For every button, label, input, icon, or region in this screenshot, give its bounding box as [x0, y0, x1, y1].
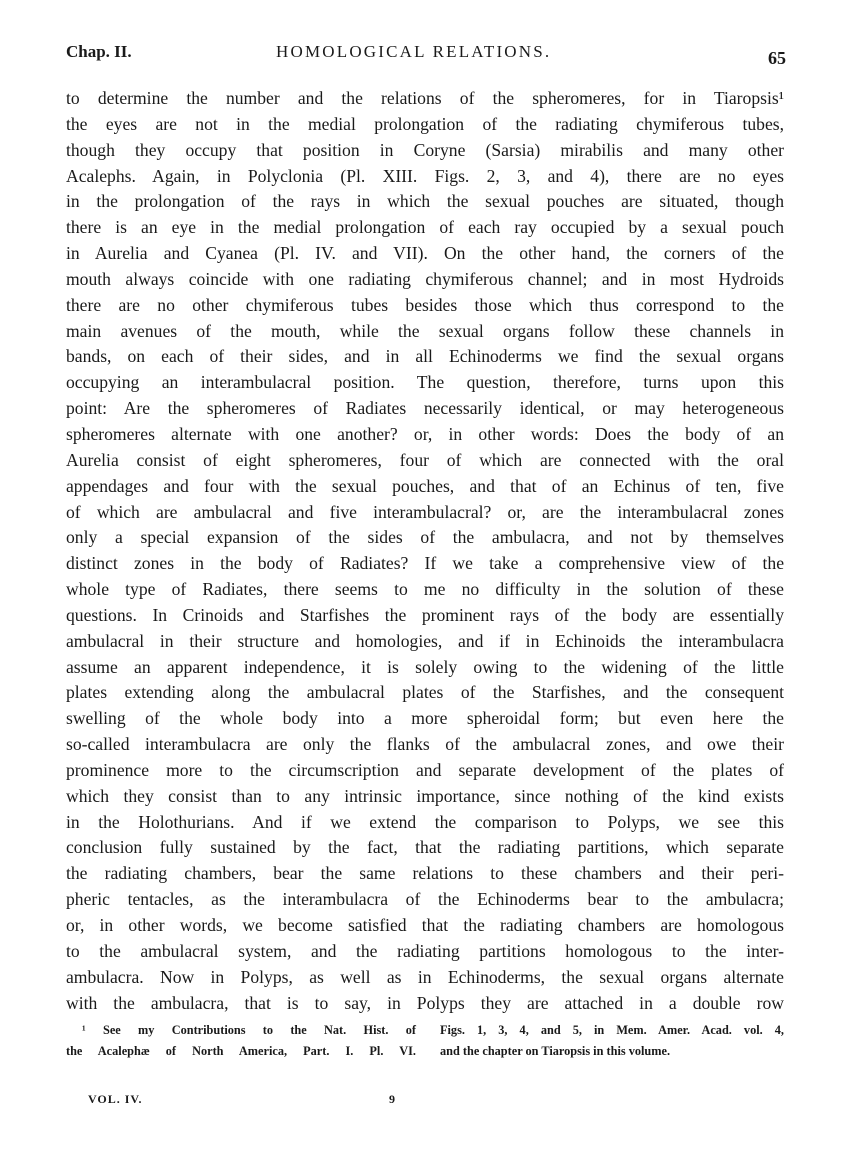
- text-line: distinct zones in the body of Radiates? If we take a comprehensive view of the: [66, 553, 784, 574]
- text-line: Acalephs. Again, in Polyclonia (Pl. XIII. Figs. 2, 3, and 4), there are no eyes: [66, 165, 784, 186]
- text-line: swelling of the whole body into a more spheroidal form; but even here the: [66, 708, 784, 729]
- text-line: whole type of Radiates, there seems to me no difficulty in the solution of these: [66, 579, 784, 600]
- text-line: which they consist than to any intrinsic importance, since nothing of the kind exists: [66, 785, 784, 806]
- text-line: pheric tentacles, as the interambulacra of the Echinoderms bear to the ambulacra;: [66, 889, 784, 910]
- text-line: ambulacra. Now in Polyps, as well as in Echinoderms, the sexual organs alternate: [66, 966, 784, 987]
- text-line: in the Holothurians. And if we extend the comparison to Polyps, we see this: [66, 811, 784, 832]
- text-line: in the prolongation of the rays in which the sexual pouches are situated, though: [66, 191, 784, 212]
- running-header: [66, 38, 786, 68]
- text-line: in Aurelia and Cyanea (Pl. IV. and VII). On the other hand, the corners of the: [66, 243, 784, 264]
- text-line: bands, on each of their sides, and in all Echinoderms we find the sexual organs: [66, 346, 784, 367]
- text-line: conclusion fully sustained by the fact, that the radiating partitions, which separate: [66, 837, 784, 858]
- footnote-left-column: [66, 1020, 416, 1062]
- text-line: plates extending along the ambulacral plates of the Starfishes, and the consequent: [66, 682, 784, 703]
- chapter-label: Chap. II.: [66, 42, 132, 61]
- main-text-block: [66, 86, 784, 1016]
- text-line: main avenues of the mouth, while the sexual organs follow these channels in: [66, 320, 784, 341]
- text-line: the radiating chambers, bear the same relations to these chambers and their peri-: [66, 863, 784, 884]
- text-line: spheromeres alternate with one another? or, in other words: Does the body of an: [66, 423, 784, 444]
- text-line: of which are ambulacral and five interambulacral? or, are the interambulacral zones: [66, 501, 784, 522]
- footnote-right-column: [440, 1020, 784, 1062]
- text-line: or, in other words, we become satisfied that the radiating chambers are homologous: [66, 915, 784, 935]
- footnote-line: the Acalephæ of North America, Part. I. Pl. VI.: [66, 1044, 416, 1058]
- text-line: prominence more to the circumscription and separate development of the plates of: [66, 759, 784, 780]
- text-line: mouth always coincide with one radiating chymiferous channel; and in most Hydroids: [66, 268, 784, 289]
- text-line: though they occupy that position in Coryne (Sarsia) mirabilis and many other: [66, 139, 784, 160]
- footnote-line: and the chapter on Tiaropsis in this volume.: [440, 1044, 671, 1058]
- page-number: 65: [768, 48, 786, 68]
- text-line: point: Are the spheromeres of Radiates necessarily identical, or may heterogeneous: [66, 398, 784, 419]
- text-line: occupying an interambulacral position. The question, therefore, turns upon this: [66, 372, 784, 393]
- footnote-line: ¹ See my Contributions to the Nat. Hist. of: [82, 1023, 416, 1037]
- signature-mark: 9: [389, 1092, 395, 1106]
- text-line: to determine the number and the relations of the spheromeres, for in Tiaropsis¹: [66, 88, 784, 108]
- text-line: to the ambulacral system, and the radiating partitions homologous to the inter-: [66, 940, 784, 961]
- footnote-line: Figs. 1, 3, 4, and 5, in Mem. Amer. Acad. vol. 4,: [440, 1023, 784, 1037]
- text-line: Aurelia consist of eight spheromeres, four of which are connected with the oral: [66, 449, 784, 470]
- text-line: there is an eye in the medial prolongation of each ray occupied by a sexual pouch: [66, 217, 784, 238]
- text-line: ambulacral in their structure and homologies, and if in Echinoids the interambulacra: [66, 630, 784, 651]
- text-line: with the ambulacra, that is to say, in Polyps they are attached in a double row: [66, 992, 784, 1013]
- text-line: appendages and four with the sexual pouches, and that of an Echinus of ten, five: [66, 475, 784, 496]
- text-line: the eyes are not in the medial prolongation of the radiating chymiferous tubes,: [66, 113, 784, 134]
- text-line: assume an apparent independence, it is solely owing to the widening of the little: [66, 656, 784, 677]
- text-line: only a special expansion of the sides of the ambulacra, and not by themselves: [66, 527, 784, 548]
- text-line: so-called interambulacra are only the flanks of the ambulacral zones, and owe their: [66, 734, 784, 755]
- volume-label: VOL. IV.: [88, 1092, 143, 1106]
- running-title: HOMOLOGICAL RELATIONS.: [276, 42, 552, 61]
- text-line: there are no other chymiferous tubes besides those which thus correspond to the: [66, 294, 784, 315]
- text-line: questions. In Crinoids and Starfishes the prominent rays of the body are essentially: [66, 604, 784, 625]
